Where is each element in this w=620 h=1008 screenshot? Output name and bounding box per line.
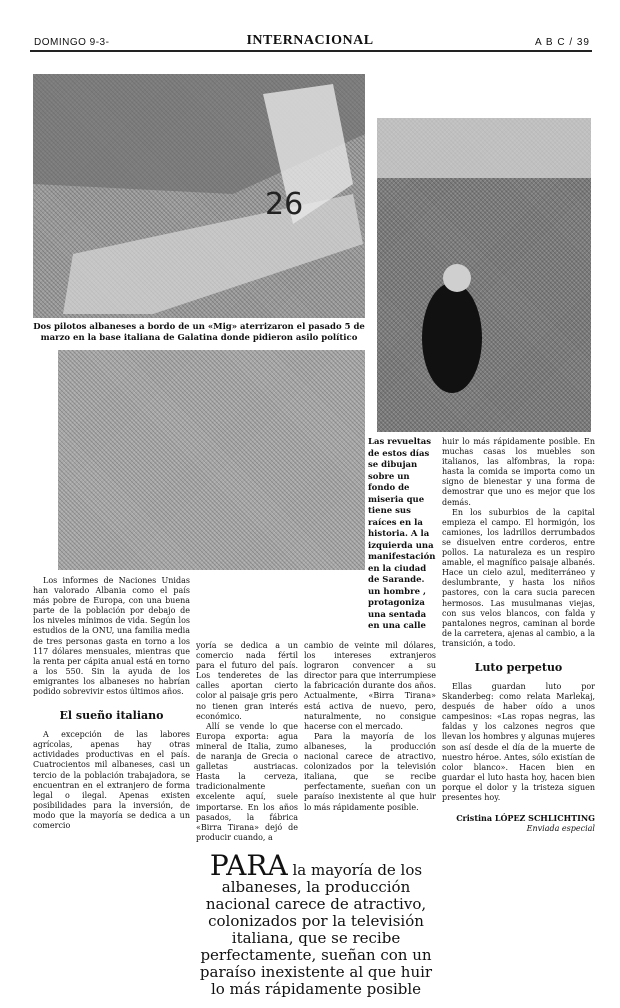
street-scene-illustration <box>377 118 591 432</box>
pull-quote-initial: PARA <box>209 848 288 882</box>
paragraph: huir lo más rápidamente posible. En muchas casas los muebles son italianos, las alfombras, la ropa: hasta la comida se importa como un signo de bienestar y una forma de demostrar que uno es mejor que los demás. <box>442 437 595 507</box>
paragraph: cambio de veinte mil dólares, los intereses extranjeros lograron convencer a su director para que interrumpiese la fabricación durante dos años. Actualmente, «Birra Tirana» está activa de nuevo, pero, naturalmente, no consigue hacerse con el mercado. <box>304 641 436 731</box>
bottom-article-region <box>196 641 436 998</box>
side-caption: Las revueltas de estos días se dibujan sobre un fondo de miseria que tiene sus raíces en la historia. A la izquierda una manifestación en la ciudad de Sarande. un hombre , protagoniza una sentada en una calle <box>368 437 436 631</box>
plane-illustration <box>33 74 365 318</box>
article-column-3 <box>304 641 436 813</box>
paragraph: A excepción de las labores agrícolas, apenas hay otras actividades productivas en el país. Cuatrocientos mil albaneses, casi un tercio de la población trabajadora, se encuentran en el extranjero de forma legal o ilegal. Apenas existen posibilidades para la inversión, de modo que la mayoría se dedica a un comercio <box>33 730 190 830</box>
paragraph: Para la mayoría de los albaneses, la producción nacional carece de atractivo, colonizados por la televisión italiana, que se recibe perfectamente, sueñan con un paraíso inexistente al que huir lo más rápidamente posible. <box>304 731 436 812</box>
paragraph: Allí se vende lo que Europa exporta: agua mineral de Italia, zumo de naranja de Grecia o galletas austriacas. Hasta la cerveza, tradicionalmente excelente aquí, suele importarse. En los años pasados, la fábrica «Birra Tirana» dejó de producir cuando, a <box>196 721 298 842</box>
author-name: Cristina LÓPEZ SCHLICHTING <box>456 813 595 824</box>
article-column-4 <box>442 437 595 833</box>
paragraph: En los suburbios de la capital empieza el campo. El hormigón, los camiones, los ladrillos derrumbados se disuelven entre corderos, entre pollos. La naturaleza es un respiro amable, el magnífico paisaje albanés. Hace un cielo azul, mediterráneo y deslumbrante, y hasta los niños pastores, con la cara sucia parecen hermosos. Las musulmanas viejas, con sus velos blancos, con falda y pantalones negros, caminan al borde de la carretera, ajenas al cambio, a la transición, a todo. <box>442 507 596 648</box>
article-column-1 <box>33 576 190 831</box>
page-number: A B C / 39 <box>534 37 590 48</box>
header-rule <box>30 50 592 52</box>
bottom-columns <box>196 641 436 843</box>
author-role-text: Enviada especial <box>526 824 595 834</box>
header-date: DOMINGO 9-3- <box>34 37 110 48</box>
subhead-luto-perpetuo: Luto perpetuo <box>474 660 563 674</box>
photo-mig-plane <box>33 74 365 318</box>
photo-crowd <box>58 350 365 570</box>
author-role <box>442 823 595 833</box>
plane-number: 26 <box>265 187 304 222</box>
article-column-2 <box>196 641 298 843</box>
pull-quote <box>196 848 436 998</box>
paragraph: Los informes de Naciones Unidas han valorado Albania como el país más pobre de Europa, con una buena parte de la población por debajo de los niveles mínimos de vida. Según los estudios de la ONU, una familia media de tres personas gasta en torno a los 117 dólares mensuales, mientras que la renta per cápita anual está en torno a los 550. Sin la ayuda de los emigrantes los albaneses no habrían podido sobrevivir estos últimos años. <box>33 576 190 697</box>
plane-photo-caption: Dos pilotos albaneses a bordo de un «Mig» aterrizaron el pasado 5 de marzo en la base italiana de Galatina donde pidieron asilo político <box>33 322 365 343</box>
subhead-sueno-italiano: El sueño italiano <box>59 709 164 723</box>
paragraph: Ellas guardan luto por Skanderbeg: como relata Marlekaj, después de haber oído a unos campesinos: «Las ropas negras, las faldas y los calzones negros que llevan los hombres y algunas mujeres son así desde el día de la muerte de nuestro héroe. Antes, sólo existían de color blanco». Hacen bien en guardar el luto hasta hoy, hacen bien porque el dolor y la tristeza siguen presentes hoy. <box>442 681 595 802</box>
section-title: INTERNACIONAL <box>246 33 374 48</box>
pull-quote-text: la mayoría de los albaneses, la producción nacional carece de atractivo, colonizados por la televisión italiana, que se recibe perfectamente, sueñan con un paraíso inexistente al que huir lo más rápidamente posible <box>199 860 433 998</box>
paragraph: yoría se dedica a un comercio nada fértil para el futuro del país. Los tenderetes de las calles aportan cierto color al paisaje gris pero no tienen gran interés económico. <box>196 641 298 721</box>
photo-street-man <box>377 118 591 432</box>
